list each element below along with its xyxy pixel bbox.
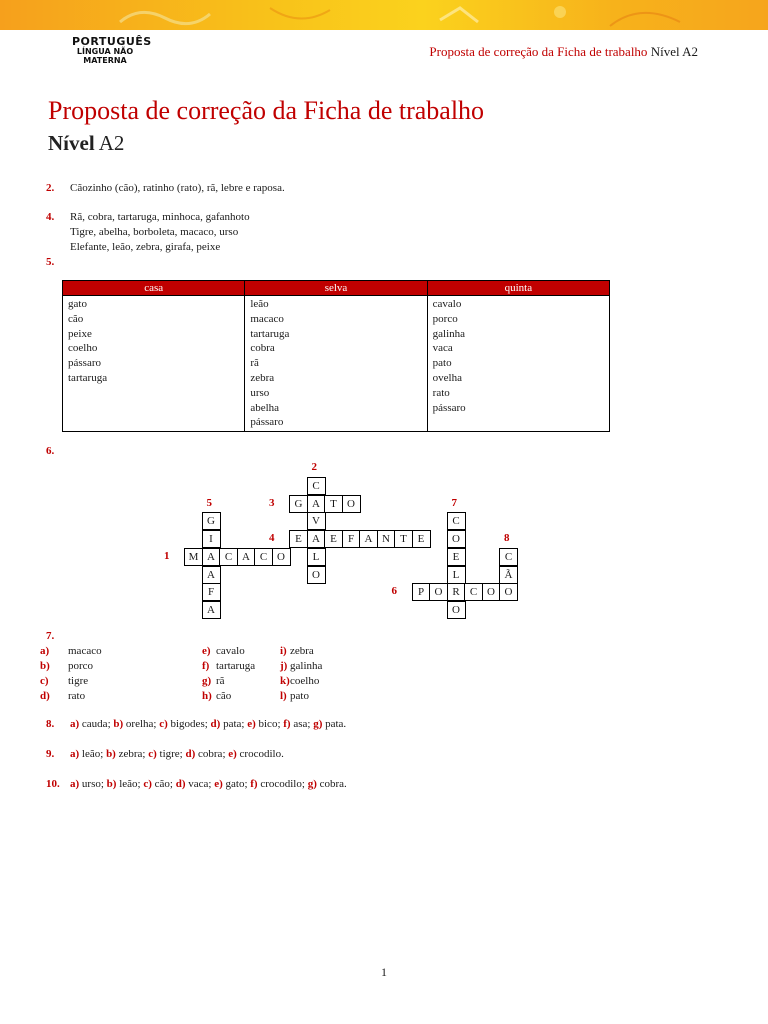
page-subtitle <box>48 131 124 156</box>
crossword-cell: A <box>202 548 221 566</box>
exercise-7-item <box>40 690 85 702</box>
exercise-4-line: Rã, cobra, tartaruga, minhoca, gafanhoto <box>70 211 250 223</box>
table-cell: pássaro <box>250 416 284 429</box>
crossword-cell: I <box>202 530 221 548</box>
item-letter: f) <box>202 660 210 672</box>
item-letter: b) <box>113 718 124 730</box>
table-cell: tartaruga <box>250 327 290 340</box>
item-answer: crocodilo; <box>257 778 308 790</box>
exercise-8-number: 8. <box>46 718 55 730</box>
item-answer: cauda; <box>79 718 114 730</box>
table-cell: macaco <box>250 312 284 325</box>
item-answer: coelho <box>290 675 320 687</box>
exercise-6-label <box>46 445 70 457</box>
table-cell <box>68 415 239 430</box>
crossword-clue-number: 4 <box>269 532 275 545</box>
column-header-quinta: quinta <box>427 281 609 296</box>
crossword-cell: A <box>202 601 221 619</box>
crossword-cell: G <box>202 512 221 530</box>
crossword-clue-number: 1 <box>164 549 170 562</box>
crossword-cell: P <box>412 583 431 601</box>
exercise-4-line: Tigre, abelha, borboleta, macaco, urso <box>70 226 239 238</box>
table-cell: gato <box>68 298 87 310</box>
portugues-logo <box>72 35 152 65</box>
running-header-level: Nível A2 <box>650 44 698 59</box>
exercise-7-item <box>280 690 309 702</box>
crossword-cell: E <box>324 530 343 548</box>
item-answer: gato; <box>222 778 251 790</box>
item-letter: h) <box>202 690 212 702</box>
item-answer: cão <box>216 690 232 702</box>
logo-line-1: PORTUGUÊS <box>72 35 152 48</box>
exercise-9-answers <box>70 748 284 760</box>
item-letter: i) <box>280 645 287 657</box>
exercise-5-label <box>46 256 70 268</box>
crossword-clue-number: 7 <box>451 496 457 509</box>
logo-line-2: LÍNGUA NÃO <box>76 47 134 56</box>
exercise-10-number: 10. <box>46 778 60 790</box>
table-cell: pássaro <box>432 401 466 414</box>
page-number: 1 <box>381 965 387 979</box>
exercise-7-item <box>202 690 231 702</box>
crossword-cell: N <box>377 530 396 548</box>
exercise-7-item <box>40 645 102 657</box>
table-cell: leão <box>250 298 269 310</box>
item-answer: macaco <box>68 645 102 657</box>
item-answer: cobra; <box>195 748 229 760</box>
crossword-cell: O <box>482 583 501 601</box>
table-cell: cão <box>68 312 84 325</box>
table-cell <box>68 386 239 401</box>
item-letter: a) <box>40 645 50 657</box>
crossword-clue-number: 3 <box>269 496 275 509</box>
table-cell: pato <box>432 357 452 370</box>
subtitle-bold: Nível <box>48 131 95 155</box>
crossword-cell: E <box>447 548 466 566</box>
item-letter: a) <box>70 778 80 790</box>
item-letter: e) <box>214 778 223 790</box>
exercise-9 <box>46 748 284 760</box>
subtitle-rest: A2 <box>94 131 125 155</box>
exercise-7-item <box>280 660 322 672</box>
crossword-cell: O <box>429 583 448 601</box>
crossword-cell: O <box>342 495 361 513</box>
item-letter: e) <box>247 718 256 730</box>
exercise-8-answers <box>70 718 346 730</box>
exercise-2-answer: Cãozinho (cão), ratinho (rato), rã, lebre e raposa. <box>70 182 285 194</box>
item-letter: f) <box>250 778 258 790</box>
exercise-7-item <box>202 675 225 687</box>
column-quinta <box>427 296 609 432</box>
crossword-cell: O <box>307 566 326 584</box>
exercise-7-item <box>40 675 88 687</box>
item-letter: c) <box>159 718 168 730</box>
top-banner <box>0 0 768 30</box>
item-answer: porco <box>68 660 94 672</box>
item-letter: l) <box>280 690 287 702</box>
crossword-cell: A <box>202 566 221 584</box>
item-answer: zebra; <box>115 748 149 760</box>
item-answer: galinha <box>290 660 323 672</box>
table-cell: porco <box>432 312 458 325</box>
crossword-cell: O <box>447 601 466 619</box>
banner-doodle-decoration <box>0 0 768 30</box>
exercise-8 <box>46 718 346 730</box>
item-answer: rã <box>216 675 225 687</box>
crossword-cell: A <box>307 495 326 513</box>
crossword-cell: O <box>272 548 291 566</box>
crossword-cell: E <box>412 530 431 548</box>
crossword-cell: C <box>464 583 483 601</box>
exercise-4-line: Elefante, leão, zebra, girafa, peixe <box>70 241 221 253</box>
exercise-9-number: 9. <box>46 748 55 760</box>
column-casa <box>63 296 245 432</box>
item-answer: cão; <box>151 778 176 790</box>
item-letter: b) <box>40 660 50 672</box>
crossword-cell: F <box>342 530 361 548</box>
crossword-cell: A <box>359 530 378 548</box>
crossword-cell: O <box>499 583 518 601</box>
item-answer: bigodes; <box>167 718 211 730</box>
item-answer: bico; <box>255 718 284 730</box>
table-cell: coelho <box>68 342 98 355</box>
exercise-6-number: 6. <box>46 445 55 457</box>
column-header-casa: casa <box>63 281 245 296</box>
item-letter: a) <box>70 718 80 730</box>
item-answer: cobra. <box>316 778 347 790</box>
item-answer: rato <box>68 690 86 702</box>
item-answer: cavalo <box>216 645 245 657</box>
exercise-7-item <box>280 675 319 687</box>
exercise-7-number: 7. <box>46 630 55 642</box>
item-answer: pata; <box>220 718 248 730</box>
logo-line-3: MATERNA <box>83 56 127 65</box>
crossword-cell: L <box>307 548 326 566</box>
item-letter: d) <box>40 690 50 702</box>
item-answer: urso; <box>79 778 107 790</box>
item-letter: f) <box>283 718 291 730</box>
item-letter: k) <box>280 675 290 687</box>
table-cell: rato <box>432 386 450 399</box>
running-header <box>429 44 698 60</box>
item-answer: leão; <box>116 778 144 790</box>
crossword-cell: Ã <box>499 566 518 584</box>
exercise-7-item <box>202 660 255 672</box>
exercise-2-number: 2. <box>46 182 55 194</box>
table-cell: peixe <box>68 327 92 340</box>
item-letter: j) <box>280 660 288 672</box>
item-letter: e) <box>202 645 211 657</box>
exercise-2 <box>46 182 285 194</box>
crossword-cell: T <box>324 495 343 513</box>
crossword-cell: R <box>447 583 466 601</box>
item-answer: vaca; <box>185 778 215 790</box>
item-letter: b) <box>106 748 116 760</box>
exercise-10-answers <box>70 778 347 790</box>
table-cell: cobra <box>250 342 275 355</box>
crossword-cell: M <box>184 548 203 566</box>
table-cell <box>68 401 239 416</box>
table-cell <box>433 415 604 430</box>
exercise-7-item <box>202 645 245 657</box>
column-header-selva: selva <box>245 281 427 296</box>
item-answer: pato <box>290 690 309 702</box>
item-answer: crocodilo. <box>236 748 284 760</box>
crossword-cell: A <box>237 548 256 566</box>
crossword-cell: G <box>289 495 308 513</box>
item-answer: tigre <box>68 675 89 687</box>
habitat-table <box>62 280 610 432</box>
item-letter: c) <box>143 778 152 790</box>
item-letter: c) <box>40 675 49 687</box>
table-cell: pássaro <box>68 357 101 370</box>
item-letter: b) <box>106 778 117 790</box>
crossword-cell: L <box>447 566 466 584</box>
crossword-cell: E <box>289 530 308 548</box>
table-cell: cavalo <box>432 298 462 310</box>
crossword-cell: C <box>447 512 466 530</box>
item-letter: g) <box>307 778 317 790</box>
crossword-cell: T <box>394 530 413 548</box>
page-title: Proposta de correção da Ficha de trabalho <box>48 96 485 125</box>
crossword-cell: C <box>219 548 238 566</box>
table-cell: urso <box>250 386 270 399</box>
table-cell: zebra <box>250 371 275 384</box>
exercise-7-item <box>280 645 314 657</box>
exercise-7-item <box>40 660 93 672</box>
item-answer: tartaruga <box>216 660 256 672</box>
exercise-10 <box>46 778 347 790</box>
crossword-cell: C <box>499 548 518 566</box>
item-answer: leão; <box>79 748 107 760</box>
item-letter: e) <box>228 748 237 760</box>
item-letter: g) <box>313 718 323 730</box>
item-letter: d) <box>210 718 221 730</box>
item-answer: pata. <box>322 718 347 730</box>
column-selva <box>245 296 427 432</box>
item-answer: asa; <box>290 718 314 730</box>
table-row <box>63 296 610 432</box>
exercise-7-label <box>46 630 70 642</box>
table-cell: rã <box>250 357 259 370</box>
running-header-title: Proposta de correção da Ficha de trabalho <box>429 44 648 59</box>
item-letter: g) <box>202 675 212 687</box>
item-letter: c) <box>148 748 157 760</box>
crossword-cell: C <box>307 477 326 495</box>
exercise-4 <box>46 210 250 255</box>
crossword-cell: V <box>307 512 326 530</box>
crossword-clue-number: 5 <box>206 496 212 509</box>
table-header-row <box>63 281 610 296</box>
item-answer: zebra <box>290 645 314 657</box>
table-cell: galinha <box>432 327 466 340</box>
crossword-clue-number: 6 <box>391 585 397 598</box>
crossword-cell: A <box>307 530 326 548</box>
table-cell: tartaruga <box>68 371 108 384</box>
item-answer: tigre; <box>156 748 186 760</box>
item-letter: a) <box>70 748 80 760</box>
crossword-cell: F <box>202 583 221 601</box>
item-letter: d) <box>175 778 186 790</box>
table-cell: ovelha <box>432 371 462 384</box>
crossword-clue-number: 8 <box>504 532 510 545</box>
exercise-5-number: 5. <box>46 256 55 268</box>
crossword-cell: C <box>254 548 273 566</box>
table-cell: abelha <box>250 401 280 414</box>
table-cell: vaca <box>432 342 453 355</box>
crossword-clue-number: 2 <box>311 461 317 474</box>
crossword-cell: O <box>447 530 466 548</box>
exercise-4-number: 4. <box>46 211 55 223</box>
item-letter: d) <box>185 748 196 760</box>
item-answer: orelha; <box>123 718 160 730</box>
